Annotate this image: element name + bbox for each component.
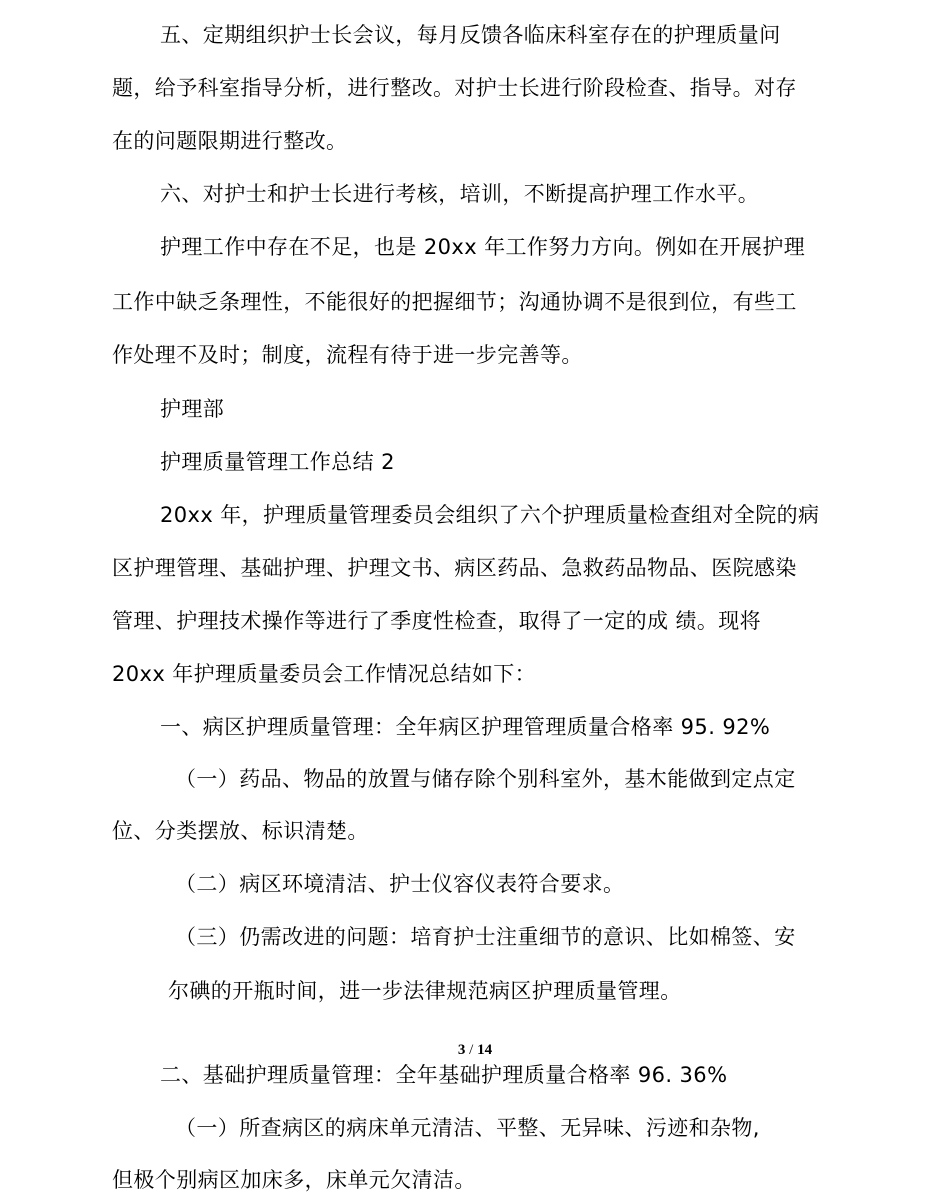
- signature-department: 护理部: [160, 397, 225, 421]
- subsection-heading: 一、病区护理质量管理：全年病区护理管理质量合格率 95. 92%: [160, 715, 771, 739]
- paragraph-line: 五、定期组织护士长会议，每月反馈各临床科室存在的护理质量问: [160, 23, 781, 47]
- paragraph-line: 管理、护理技术操作等进行了季度性检查，取得了一定的成 绩。现将: [112, 609, 762, 633]
- paragraph-line: 位、分类摆放、标识清楚。: [112, 819, 369, 843]
- page-number-current: 3: [457, 1042, 466, 1058]
- paragraph-line: 20xx 年，护理质量管理委员会组织了六个护理质量检查组对全院的病: [160, 503, 820, 527]
- paragraph-line: 在的问题限期进行整改。: [112, 129, 348, 153]
- list-item: （一）药品、物品的放置与储存除个别科室外，基木能做到定点定: [175, 767, 796, 791]
- page-number-separator: /: [465, 1042, 478, 1058]
- paragraph-line: 20xx 年护理质量委员会工作情况总结如下：: [112, 662, 537, 686]
- paragraph-line: 六、对护士和护士长进行考核，培训，不断提高护理工作水平。: [160, 182, 760, 206]
- list-item: （二）病区环境清洁、护士仪容仪表符合要求。: [175, 872, 625, 896]
- paragraph-line: 但极个别病区加床多，床单元欠清洁。: [112, 1168, 476, 1192]
- page-number: [0, 1040, 950, 1060]
- section-title: 护理质量管理工作总结 2: [160, 450, 395, 474]
- paragraph-line: 尔碘的开瓶时间，进一步法律规范病区护理质量管理。: [168, 979, 682, 1003]
- list-item: （一）所查病区的病床单元清洁、平整、无异味、污迹和杂物,: [175, 1116, 760, 1140]
- paragraph-line: 题，给予科室指导分析，进行整改。对护士长进行阶段检查、指导。对存: [112, 76, 797, 100]
- paragraph-line: 护理工作中存在不足，也是 20xx 年工作努力方向。例如在开展护理: [160, 235, 806, 259]
- paragraph-line: 区护理管理、基础护理、护理文书、病区药品、急救药品物品、医院感染: [112, 556, 797, 580]
- list-item: （三）仍需改进的问题：培育护士注重细节的意识、比如棉签、安: [175, 925, 796, 949]
- page-number-total: 14: [477, 1042, 493, 1058]
- paragraph-line: 工作中缺乏条理性，不能很好的把握细节；沟通协调不是很到位，有些工: [112, 290, 797, 314]
- subsection-heading: 二、基础护理质量管理：全年基础护理质量合格率 96. 36%: [160, 1063, 728, 1087]
- paragraph-line: 作处理不及时；制度，流程有待于进一步完善等。: [112, 343, 583, 367]
